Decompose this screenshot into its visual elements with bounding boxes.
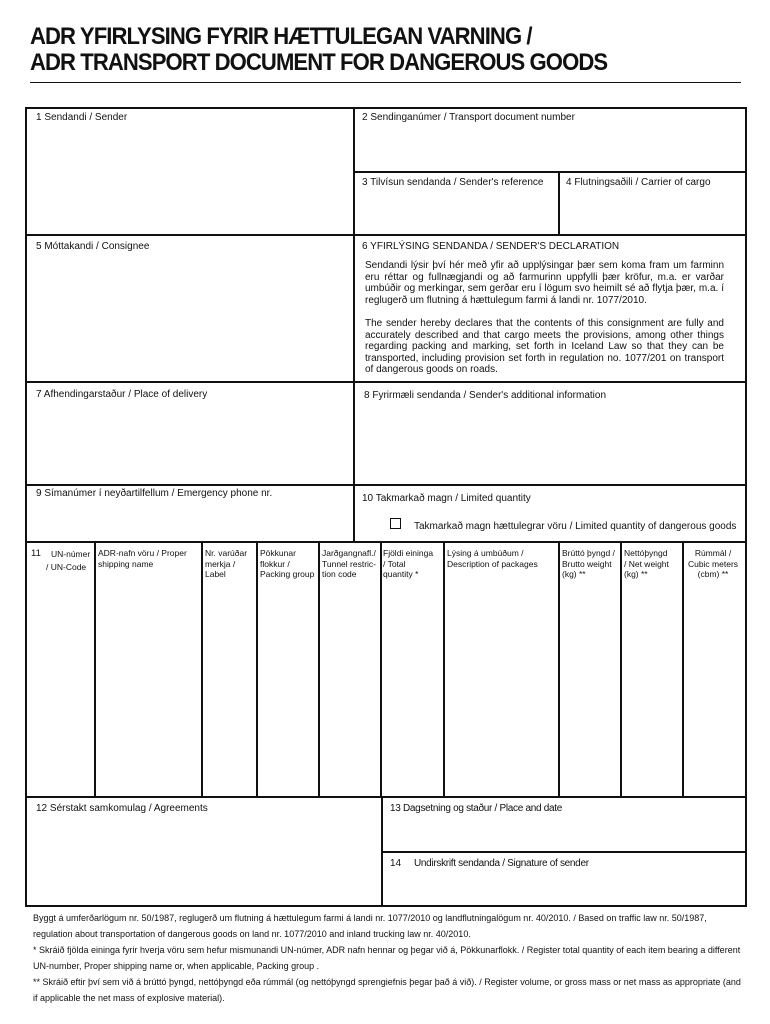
goods-section-number: 11 bbox=[31, 548, 41, 559]
column-header-net-weight: Nettóþyngd / Net weight (kg) ** bbox=[624, 548, 669, 579]
declaration-text-icelandic: Sendandi lýsir því hér með yfir að upplýsingar þær sem koma fram um farminn eru réttar og fullnægjandi og að farmurinn uppfylli þær kröfur, m.a. er varðar umbúðir og merkingar, sem gerðar eru í lögum svo heimilt sé að flytja þær, m.a. í reglugerð um flutning á hættulegum farmi á landi nr. 1077/2010. bbox=[365, 260, 724, 306]
document-title-english: ADR TRANSPORT DOCUMENT FOR DANGEROUS GOODS bbox=[30, 49, 608, 76]
footer-legal-basis: Byggt á umferðarlögum nr. 50/1987, reglugerð um flutning á hættulegum farmi á landi nr. 1077/2010 og landflutningalögum nr. 40/2010. / Based on traffic law nr. 50/1987, regulation about transportation of dangerous goods on land nr. 1077/2010 and inland trucking law nr. 40/2010. bbox=[33, 913, 707, 939]
column-header-packing-group: Pökkunar flokkur / Packing group bbox=[260, 548, 315, 579]
column-header-total-quantity: Fjöldi eininga / Total quantity * bbox=[383, 548, 434, 579]
column-header-description-of-packages: Lýsing á umbúðum / Description of packages bbox=[447, 548, 538, 569]
document-title-icelandic: ADR YFIRLYSING FYRIR HÆTTULEGAN VARNING / bbox=[30, 23, 532, 50]
footer-note-mass: ** Skráið eftir því sem við á brúttó þyngd, nettóþyngd eða rúmmál (og nettóþyngd sprengiefnis þegar það á við). / Register volume, or gross mass or net mass as appropriate (and if applicable the net mass of explosive material). bbox=[33, 977, 741, 1003]
column-header-label: Nr. varúðar merkja / Label bbox=[205, 548, 248, 579]
column-header-un-code: UN-númer / UN-Code bbox=[46, 549, 91, 572]
footer-note-quantity: * Skráið fjölda eininga fyrir hverja vöru sem hefur mismunandi UN-númer, ADR nafn hennar og þegar við á, Pökkunarflokk. / Register total quantity of each item bearing a different UN-number, Proper shipping name or, when applicable, Packing group . bbox=[33, 945, 741, 971]
consignee-label: 5 Móttakandi / Consignee bbox=[36, 241, 150, 252]
sender-reference-label: 3 Tilvísun sendanda / Sender's reference bbox=[362, 177, 544, 188]
signature-section-number: 14 bbox=[390, 858, 402, 869]
column-header-cubic-meters: Rúmmál / Cubic meters (cbm) ** bbox=[687, 548, 739, 579]
column-header-tunnel-code: Jarðgangnafl./ Tunnel restric- tion code bbox=[322, 548, 377, 579]
place-and-date-label: 13 Dagsetning og staður / Place and date bbox=[390, 803, 563, 814]
column-header-shipping-name: ADR-nafn vöru / Proper shipping name bbox=[98, 548, 187, 569]
emergency-phone-label: 9 Símanúmer í neyðartilfellum / Emergency phone nr. bbox=[36, 488, 273, 499]
limited-quantity-label: 10 Takmarkað magn / Limited quantity bbox=[362, 493, 531, 504]
additional-info-label: 8 Fyrirmæli sendanda / Sender's additional information bbox=[364, 390, 607, 401]
column-header-brutto-weight: Brúttó þyngd / Brutto weight (kg) ** bbox=[562, 548, 615, 579]
limited-quantity-checkbox[interactable] bbox=[390, 518, 401, 529]
place-of-delivery-label: 7 Afhendingarstaður / Place of delivery bbox=[36, 389, 208, 400]
signature-label: Undirskrift sendanda / Signature of sender bbox=[414, 858, 589, 869]
transport-document-number-label: 2 Sendinganúmer / Transport document number bbox=[362, 112, 575, 123]
declaration-heading: 6 YFIRLÝSING SENDANDA / SENDER'S DECLARATION bbox=[362, 241, 620, 252]
limited-quantity-checkbox-label: Takmarkað magn hættulegrar vöru / Limited quantity of dangerous goods bbox=[414, 521, 737, 532]
title-divider bbox=[30, 82, 741, 83]
declaration-text-english: The sender hereby declares that the contents of this consignment are fully and accurately described and that cargo meets the provisions, among other things regarding packing and marking, set forth in Iceland Law so that they can be transported, including provision set forth in regulation no. 1077/201 on transport of dangerous goods on roads. bbox=[365, 318, 724, 375]
sender-field-label: 1 Sendandi / Sender bbox=[36, 112, 128, 123]
carrier-label: 4 Flutningsaðili / Carrier of cargo bbox=[566, 177, 711, 188]
agreements-label: 12 Sérstakt samkomulag / Agreements bbox=[36, 803, 208, 814]
